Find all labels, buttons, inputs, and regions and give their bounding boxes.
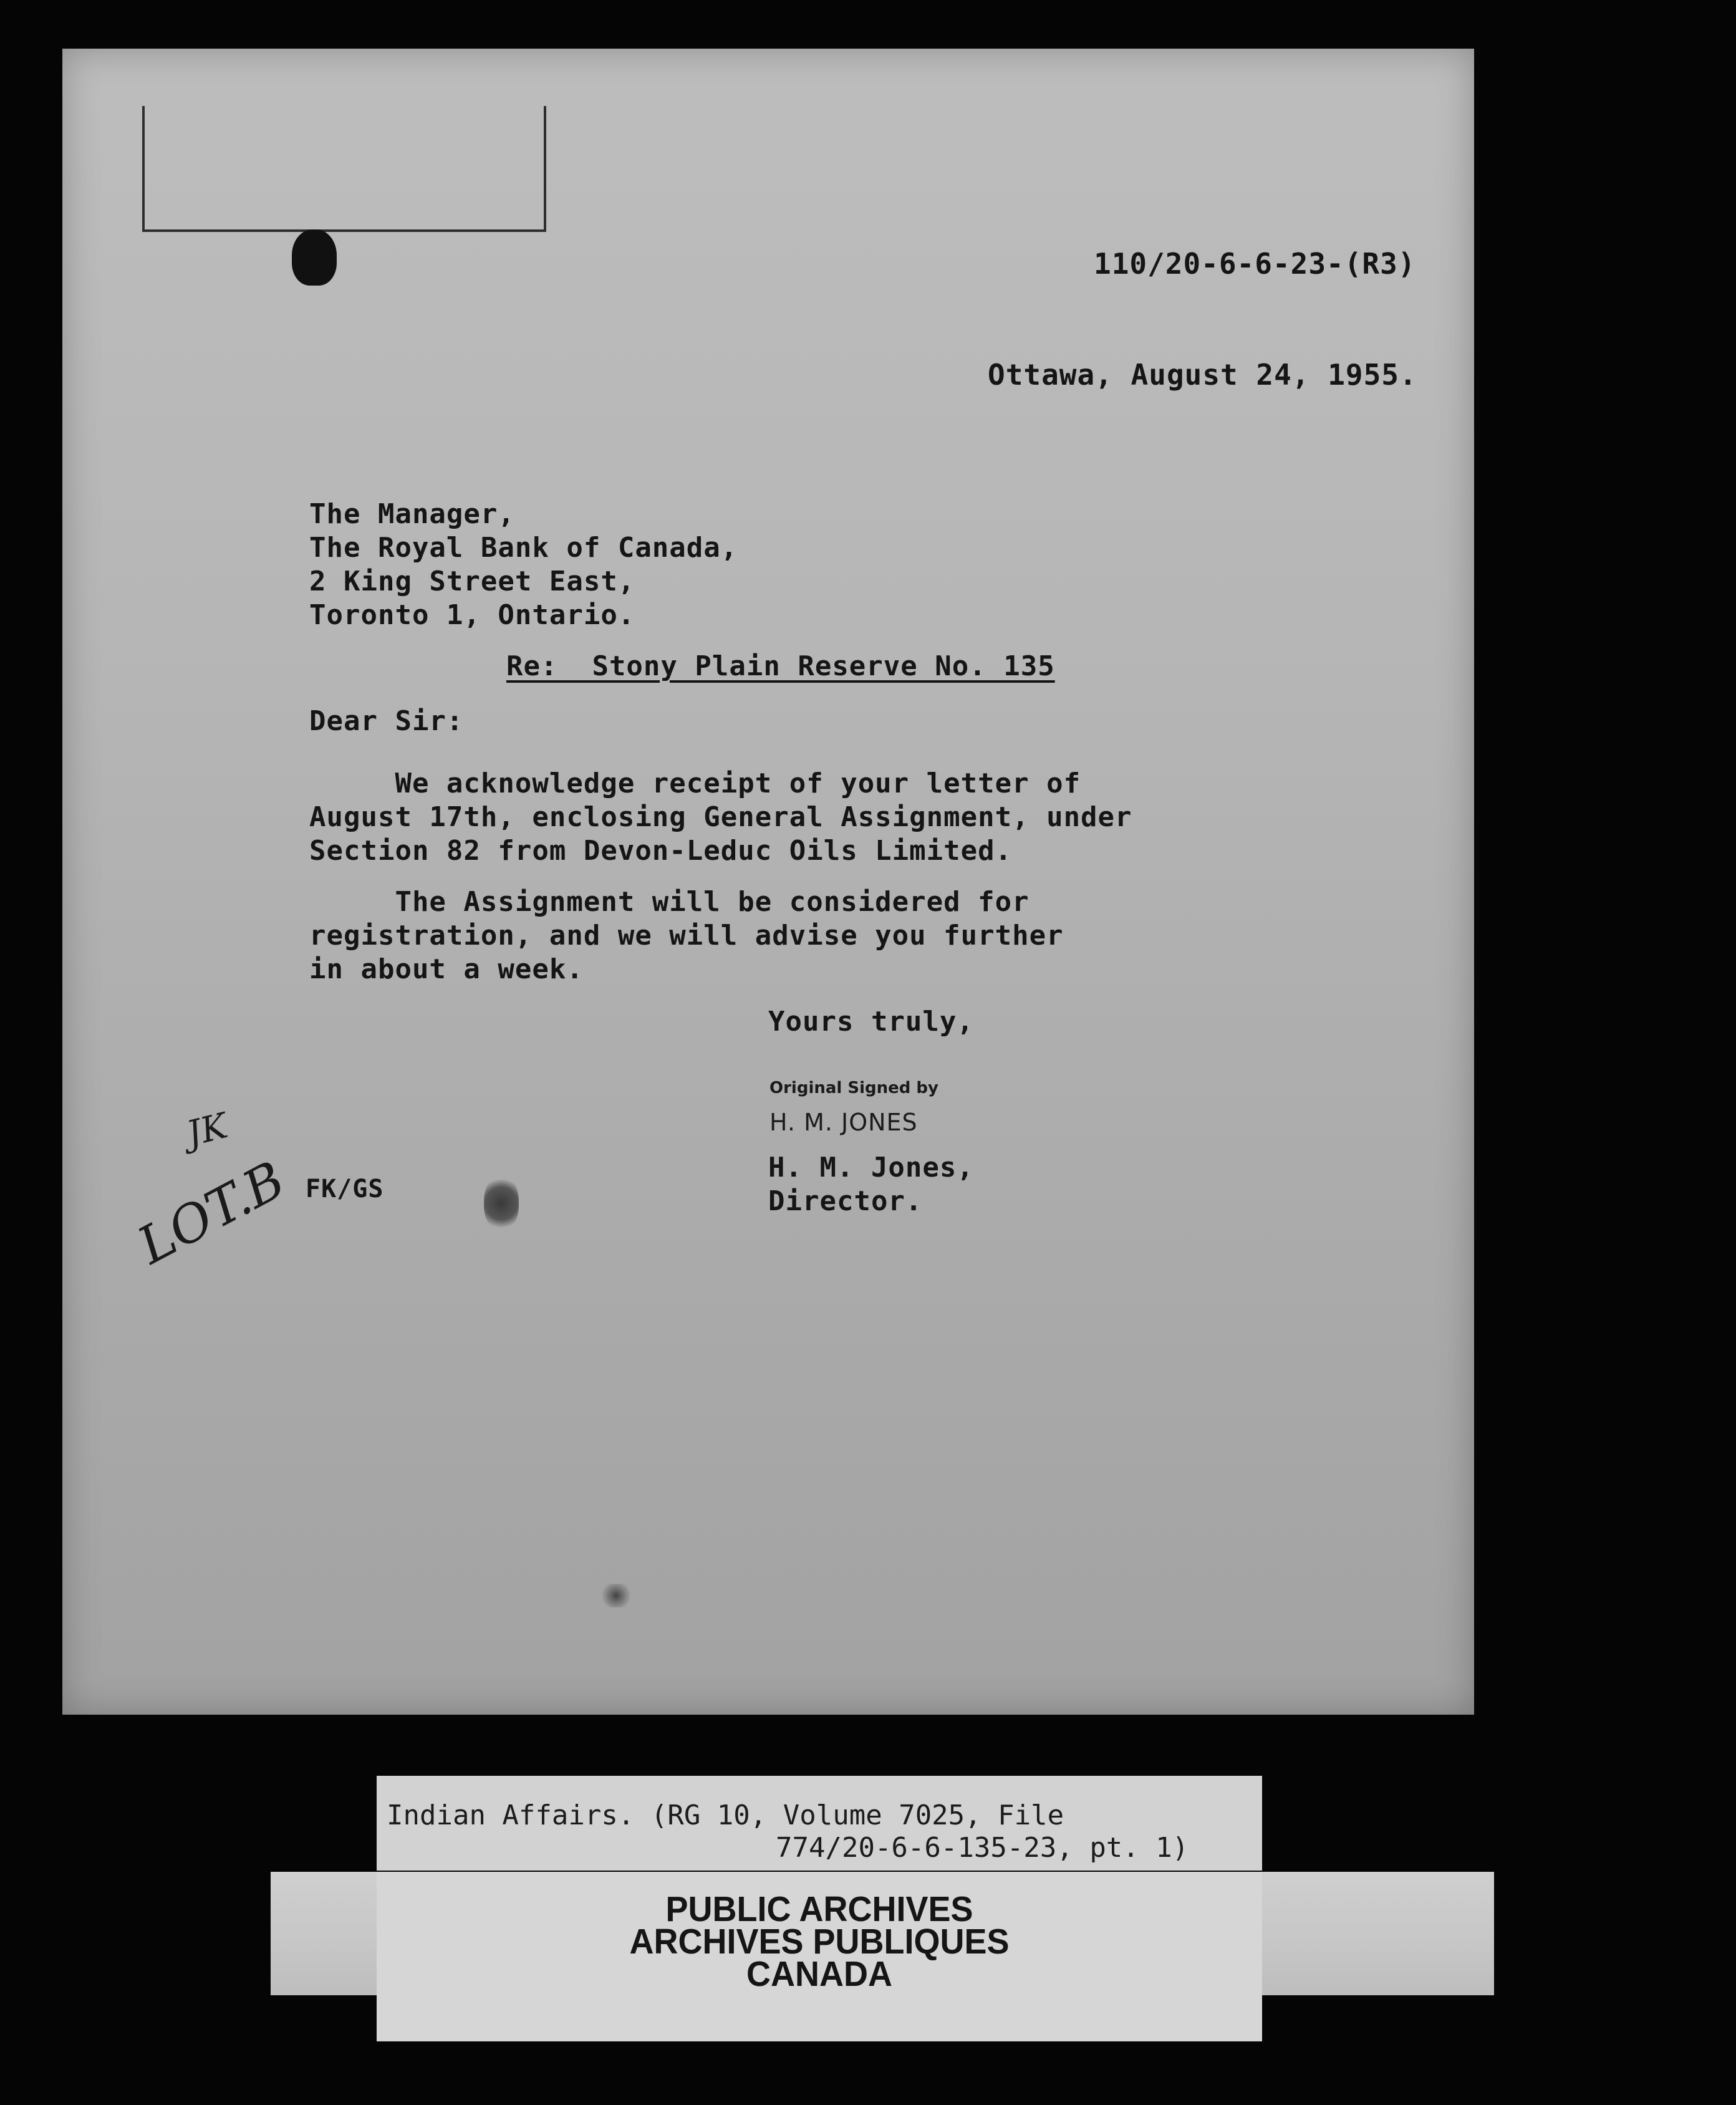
body-line: The Assignment will be considered for [309,886,1030,918]
signer-name: H. M. Jones, [768,1152,974,1183]
signature-stamp: H. M. JONES [769,1109,918,1136]
body-line: in about a week. [309,953,584,985]
archive-reference-line1: Indian Affairs. (RG 10, Volume 7025, File [387,1799,1064,1831]
archive-stamp-line2: ARCHIVES PUBLIQUES [629,1922,1010,1962]
body-paragraph-1 [309,767,1132,868]
handwritten-initials: JK [183,1105,232,1155]
closing: Yours truly, [768,1006,974,1038]
body-line: Section 82 from Devon-Leduc Oils Limited. [309,835,1013,867]
top-box-outline [142,106,546,232]
address-line: The Manager, [309,498,515,530]
address-line: Toronto 1, Ontario. [309,599,635,631]
recipient-address [309,498,738,632]
body-line: August 17th, enclosing General Assignment, under [309,801,1132,833]
archive-stamp-line1: PUBLIC ARCHIVES [665,1889,973,1929]
punch-hole [292,229,337,286]
typist-initials: FK/GS [306,1175,384,1203]
signature-note: Original Signed by [769,1079,938,1097]
letter-date: Ottawa, August 24, 1955. [988,358,1417,392]
signer-title: Director. [768,1185,923,1217]
signer-block [768,1151,974,1218]
handwritten-note: LOT.B [128,1150,295,1276]
subject-line: Re: Stony Plain Reserve No. 135 [506,650,1055,682]
ink-blot [484,1176,519,1231]
body-line: registration, and we will advise you further [309,920,1064,951]
salutation: Dear Sir: [309,705,464,737]
body-paragraph-2 [309,885,1064,986]
archive-stamp-line3: CANADA [746,1954,892,1994]
address-line: The Royal Bank of Canada, [309,532,738,564]
body-line: We acknowledge receipt of your letter of [309,768,1081,799]
file-number: 110/20-6-6-23-(R3) [1094,247,1416,281]
ink-blot-small [599,1584,634,1607]
address-line: 2 King Street East, [309,566,635,597]
archive-reference-line2: 774/20-6-6-135-23, pt. 1) [776,1832,1189,1864]
letter-sheet [62,49,1474,1715]
